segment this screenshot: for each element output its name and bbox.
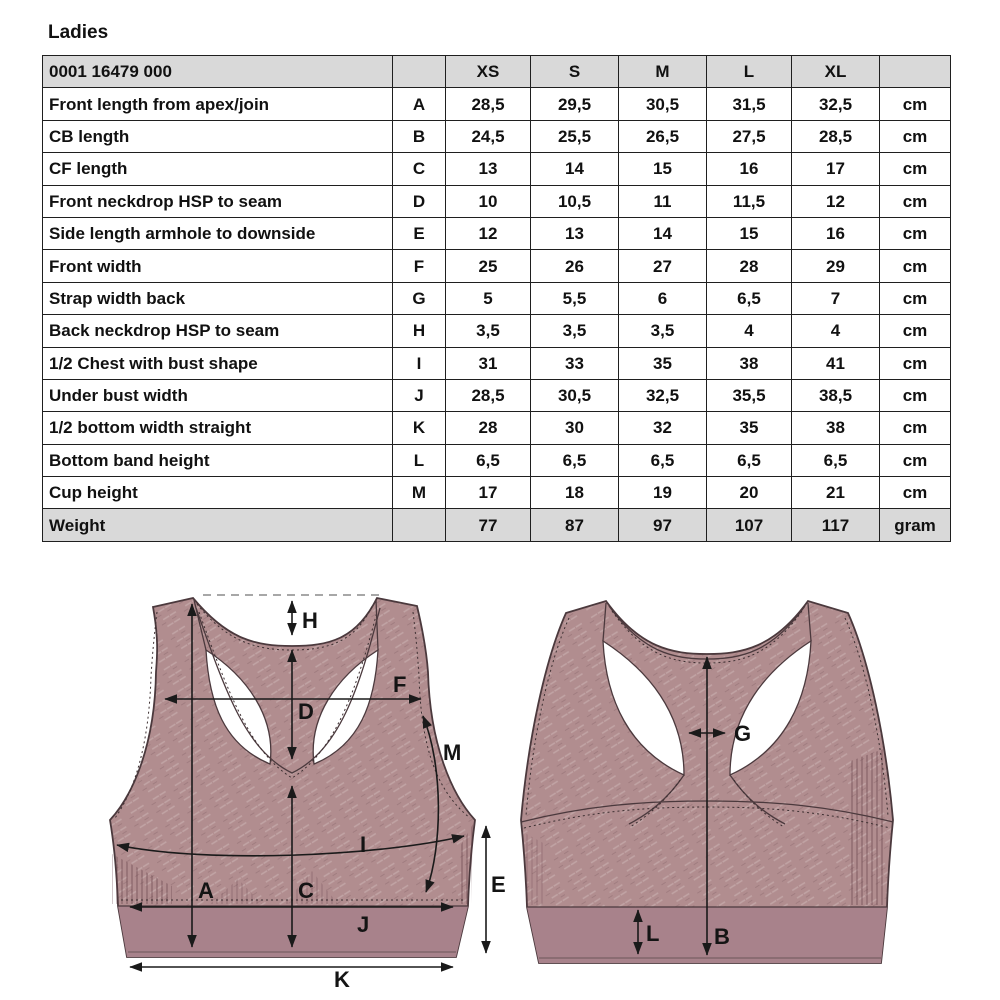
row-value-cell: 32,5 bbox=[619, 379, 707, 411]
row-value-cell: 28 bbox=[446, 412, 531, 444]
product-code-cell: 0001 16479 000 bbox=[43, 56, 393, 88]
size-header-xs: XS bbox=[446, 56, 531, 88]
row-value-cell: 117 bbox=[792, 509, 880, 541]
row-label-cell: Front width bbox=[43, 250, 393, 282]
row-value-cell: 30,5 bbox=[619, 88, 707, 120]
size-table bbox=[42, 55, 951, 542]
measurement-label-k: K bbox=[334, 967, 350, 992]
row-value-cell: 28,5 bbox=[446, 379, 531, 411]
row-label-cell: Weight bbox=[43, 509, 393, 541]
measurement-label-a: A bbox=[198, 878, 214, 903]
row-label-cell: Under bust width bbox=[43, 379, 393, 411]
row-label-cell: CB length bbox=[43, 120, 393, 152]
table-row bbox=[43, 250, 951, 282]
row-value-cell: 32 bbox=[619, 412, 707, 444]
measurement-label-d: D bbox=[298, 699, 314, 724]
row-unit-cell: cm bbox=[880, 217, 951, 249]
measurement-label-g: G bbox=[734, 721, 752, 746]
row-value-cell: 87 bbox=[531, 509, 619, 541]
table-row bbox=[43, 88, 951, 120]
row-unit-cell: cm bbox=[880, 250, 951, 282]
back-rib-texture-right bbox=[848, 748, 886, 905]
row-value-cell: 38 bbox=[707, 347, 792, 379]
row-value-cell: 6,5 bbox=[446, 444, 531, 476]
row-unit-cell: cm bbox=[880, 477, 951, 509]
row-value-cell: 41 bbox=[792, 347, 880, 379]
row-value-cell: 7 bbox=[792, 282, 880, 314]
table-row bbox=[43, 444, 951, 476]
garment-diagram bbox=[0, 558, 1000, 1000]
row-unit-cell: cm bbox=[880, 88, 951, 120]
row-label-cell: Strap width back bbox=[43, 282, 393, 314]
table-row bbox=[43, 379, 951, 411]
row-value-cell: 16 bbox=[792, 217, 880, 249]
row-label-cell: Side length armhole to downside bbox=[43, 217, 393, 249]
size-header-m: M bbox=[619, 56, 707, 88]
row-value-cell: 4 bbox=[707, 315, 792, 347]
front-view-drawing bbox=[110, 595, 506, 992]
row-value-cell: 16 bbox=[707, 153, 792, 185]
row-label-cell: Front neckdrop HSP to seam bbox=[43, 185, 393, 217]
row-letter-cell: D bbox=[393, 185, 446, 217]
row-value-cell: 24,5 bbox=[446, 120, 531, 152]
row-unit-cell: cm bbox=[880, 185, 951, 217]
table-row bbox=[43, 412, 951, 444]
row-unit-cell: cm bbox=[880, 347, 951, 379]
row-unit-cell: cm bbox=[880, 444, 951, 476]
row-letter-cell: K bbox=[393, 412, 446, 444]
measurement-label-i: I bbox=[360, 832, 367, 857]
row-value-cell: 77 bbox=[446, 509, 531, 541]
row-value-cell: 6 bbox=[619, 282, 707, 314]
row-value-cell: 35,5 bbox=[707, 379, 792, 411]
front-band bbox=[118, 906, 468, 957]
row-value-cell: 30,5 bbox=[531, 379, 619, 411]
row-value-cell: 13 bbox=[531, 217, 619, 249]
row-letter-cell: J bbox=[393, 379, 446, 411]
row-value-cell: 5,5 bbox=[531, 282, 619, 314]
row-value-cell: 5 bbox=[446, 282, 531, 314]
unit-header-cell bbox=[880, 56, 951, 88]
row-value-cell: 3,5 bbox=[619, 315, 707, 347]
row-value-cell: 20 bbox=[707, 477, 792, 509]
row-letter-cell: M bbox=[393, 477, 446, 509]
page-title: Ladies bbox=[48, 22, 109, 43]
row-unit-cell: cm bbox=[880, 282, 951, 314]
row-value-cell: 38 bbox=[792, 412, 880, 444]
row-value-cell: 17 bbox=[446, 477, 531, 509]
row-value-cell: 14 bbox=[531, 153, 619, 185]
measurement-label-l: L bbox=[646, 921, 660, 946]
row-letter-cell: B bbox=[393, 120, 446, 152]
row-letter-cell: F bbox=[393, 250, 446, 282]
row-value-cell: 31,5 bbox=[707, 88, 792, 120]
row-value-cell: 27,5 bbox=[707, 120, 792, 152]
table-row bbox=[43, 477, 951, 509]
row-value-cell: 4 bbox=[792, 315, 880, 347]
row-value-cell: 13 bbox=[446, 153, 531, 185]
measurement-label-h: H bbox=[302, 608, 318, 633]
row-unit-cell: gram bbox=[880, 509, 951, 541]
row-value-cell: 17 bbox=[792, 153, 880, 185]
row-unit-cell: cm bbox=[880, 315, 951, 347]
table-row bbox=[43, 509, 951, 541]
row-label-cell: CF length bbox=[43, 153, 393, 185]
row-letter-cell: A bbox=[393, 88, 446, 120]
size-header-xl: XL bbox=[792, 56, 880, 88]
row-letter-cell: E bbox=[393, 217, 446, 249]
table-row bbox=[43, 217, 951, 249]
row-value-cell: 12 bbox=[792, 185, 880, 217]
row-value-cell: 35 bbox=[619, 347, 707, 379]
row-value-cell: 38,5 bbox=[792, 379, 880, 411]
row-label-cell: Bottom band height bbox=[43, 444, 393, 476]
row-value-cell: 10,5 bbox=[531, 185, 619, 217]
back-rib-texture-left bbox=[523, 832, 545, 905]
row-value-cell: 6,5 bbox=[619, 444, 707, 476]
table-header-row bbox=[43, 56, 951, 88]
row-value-cell: 35 bbox=[707, 412, 792, 444]
row-value-cell: 107 bbox=[707, 509, 792, 541]
row-value-cell: 26,5 bbox=[619, 120, 707, 152]
measurement-label-c: C bbox=[298, 878, 314, 903]
row-value-cell: 31 bbox=[446, 347, 531, 379]
row-unit-cell: cm bbox=[880, 153, 951, 185]
measurement-label-b: B bbox=[714, 924, 730, 949]
row-letter-cell: I bbox=[393, 347, 446, 379]
row-value-cell: 32,5 bbox=[792, 88, 880, 120]
row-value-cell: 11,5 bbox=[707, 185, 792, 217]
row-value-cell: 29,5 bbox=[531, 88, 619, 120]
row-value-cell: 14 bbox=[619, 217, 707, 249]
row-unit-cell: cm bbox=[880, 412, 951, 444]
row-value-cell: 97 bbox=[619, 509, 707, 541]
row-value-cell: 28,5 bbox=[792, 120, 880, 152]
size-header-l: L bbox=[707, 56, 792, 88]
row-value-cell: 6,5 bbox=[531, 444, 619, 476]
row-value-cell: 6,5 bbox=[707, 282, 792, 314]
row-value-cell: 6,5 bbox=[792, 444, 880, 476]
row-value-cell: 29 bbox=[792, 250, 880, 282]
table-row bbox=[43, 282, 951, 314]
row-value-cell: 6,5 bbox=[707, 444, 792, 476]
row-letter-cell bbox=[393, 509, 446, 541]
row-letter-cell: G bbox=[393, 282, 446, 314]
row-value-cell: 25,5 bbox=[531, 120, 619, 152]
table-row bbox=[43, 120, 951, 152]
row-unit-cell: cm bbox=[880, 379, 951, 411]
table-row bbox=[43, 315, 951, 347]
row-letter-cell: H bbox=[393, 315, 446, 347]
row-value-cell: 3,5 bbox=[531, 315, 619, 347]
row-value-cell: 15 bbox=[707, 217, 792, 249]
table-row bbox=[43, 347, 951, 379]
back-view-drawing bbox=[521, 601, 893, 963]
row-value-cell: 15 bbox=[619, 153, 707, 185]
row-value-cell: 25 bbox=[446, 250, 531, 282]
row-value-cell: 3,5 bbox=[446, 315, 531, 347]
size-header-s: S bbox=[531, 56, 619, 88]
row-value-cell: 21 bbox=[792, 477, 880, 509]
letter-header-cell bbox=[393, 56, 446, 88]
row-value-cell: 11 bbox=[619, 185, 707, 217]
row-unit-cell: cm bbox=[880, 120, 951, 152]
row-label-cell: 1/2 bottom width straight bbox=[43, 412, 393, 444]
row-value-cell: 18 bbox=[531, 477, 619, 509]
row-letter-cell: L bbox=[393, 444, 446, 476]
table-row bbox=[43, 185, 951, 217]
measurement-label-m: M bbox=[443, 740, 462, 765]
table-row bbox=[43, 153, 951, 185]
row-value-cell: 19 bbox=[619, 477, 707, 509]
row-value-cell: 26 bbox=[531, 250, 619, 282]
row-label-cell: 1/2 Chest with bust shape bbox=[43, 347, 393, 379]
row-value-cell: 10 bbox=[446, 185, 531, 217]
row-value-cell: 28 bbox=[707, 250, 792, 282]
row-label-cell: Front length from apex/join bbox=[43, 88, 393, 120]
row-value-cell: 30 bbox=[531, 412, 619, 444]
row-value-cell: 33 bbox=[531, 347, 619, 379]
measurement-label-f: F bbox=[393, 672, 407, 697]
row-label-cell: Back neckdrop HSP to seam bbox=[43, 315, 393, 347]
row-value-cell: 28,5 bbox=[446, 88, 531, 120]
row-letter-cell: C bbox=[393, 153, 446, 185]
row-value-cell: 12 bbox=[446, 217, 531, 249]
measurement-label-e: E bbox=[491, 872, 506, 897]
measurement-label-j: J bbox=[357, 912, 370, 937]
row-label-cell: Cup height bbox=[43, 477, 393, 509]
row-value-cell: 27 bbox=[619, 250, 707, 282]
